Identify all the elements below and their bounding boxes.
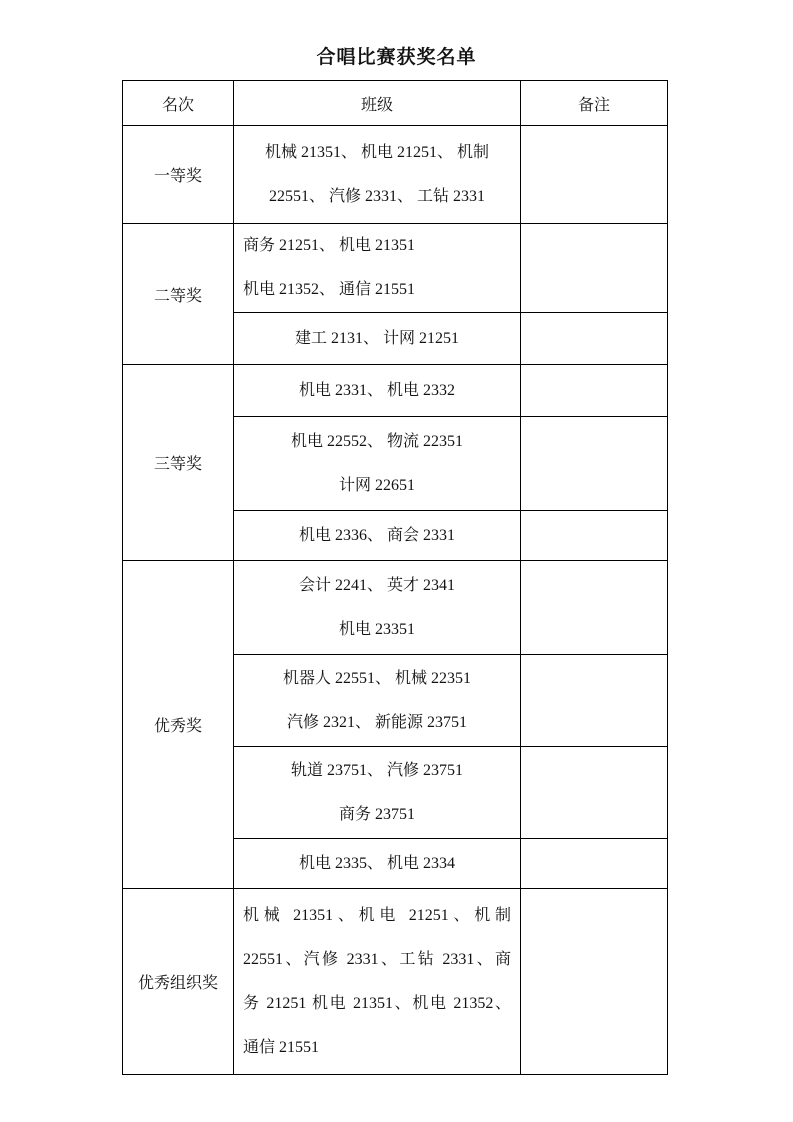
class-list-line: 22551、 汽修 2331、 工钻 2331	[268, 187, 485, 205]
table-row	[123, 365, 668, 417]
class-list-line: 通信 21551	[243, 1038, 320, 1056]
rank-cell-excellent-organization-award: 优秀组织奖	[123, 889, 234, 1075]
class-list-line: 汽修 2321、 新能源 23751	[286, 713, 467, 731]
header-cell-remark: 备注	[521, 81, 668, 126]
table-row	[123, 126, 668, 224]
class-list-line: 机电 21352、 通信 21551	[243, 281, 416, 298]
class-cell	[234, 126, 521, 224]
remark-cell	[521, 224, 668, 313]
class-list-line: 机电 2335、 机电 2334	[298, 854, 455, 872]
remark-cell	[521, 747, 668, 839]
class-cell	[234, 747, 521, 839]
remark-cell	[521, 889, 668, 1075]
class-list-line: 务 21251 机电 21351、机电 21352、	[243, 994, 511, 1012]
remark-cell	[521, 126, 668, 224]
class-list-line: 商务 23751	[338, 805, 415, 823]
class-list-line: 商务 21251、 机电 21351	[243, 237, 416, 254]
table-row	[123, 224, 668, 313]
class-list-line: 轨道 23751、 汽修 23751	[290, 761, 463, 779]
award-table	[122, 80, 668, 1075]
class-list-line: 机电 2336、 商会 2331	[298, 526, 455, 544]
class-list-line: 机电 22552、 物流 22351	[290, 432, 463, 450]
document-title: 合唱比赛获奖名单	[316, 47, 477, 68]
class-list-line: 计网 22651	[338, 476, 415, 494]
class-list-line: 机电 2331、 机电 2332	[298, 381, 455, 399]
class-cell	[234, 889, 521, 1075]
remark-cell	[521, 511, 668, 561]
class-cell	[234, 313, 521, 365]
rank-cell-second-prize: 二等奖	[123, 224, 234, 365]
class-cell	[234, 561, 521, 655]
table-row	[123, 889, 668, 1075]
class-cell	[234, 655, 521, 747]
remark-cell	[521, 655, 668, 747]
class-list-line: 22551、汽修 2331、工钻 2331、商	[243, 950, 511, 968]
rank-cell-third-prize: 三等奖	[123, 365, 234, 561]
remark-cell	[521, 839, 668, 889]
table-row	[123, 561, 668, 655]
header-cell-rank: 名次	[123, 81, 234, 126]
class-list-line: 机械 21351、机电 21251、机制	[243, 906, 511, 924]
class-list-line: 建工 2131、 计网 21251	[294, 329, 459, 347]
class-cell	[234, 839, 521, 889]
rank-cell-excellence-award: 优秀奖	[123, 561, 234, 889]
remark-cell	[521, 417, 668, 511]
remark-cell	[521, 313, 668, 365]
class-list-line: 机器人 22551、 机械 22351	[282, 669, 471, 687]
class-list-line: 机械 21351、 机电 21251、 机制	[264, 143, 489, 161]
class-cell	[234, 417, 521, 511]
class-cell	[234, 224, 521, 313]
class-list-line: 机电 23351	[338, 620, 415, 638]
class-cell	[234, 511, 521, 561]
remark-cell	[521, 561, 668, 655]
class-cell	[234, 365, 521, 417]
header-cell-class: 班级	[234, 81, 521, 126]
rank-cell-first-prize: 一等奖	[123, 126, 234, 224]
class-list-line: 会计 2241、 英才 2341	[298, 576, 455, 594]
table-header-row	[123, 81, 668, 126]
remark-cell	[521, 365, 668, 417]
